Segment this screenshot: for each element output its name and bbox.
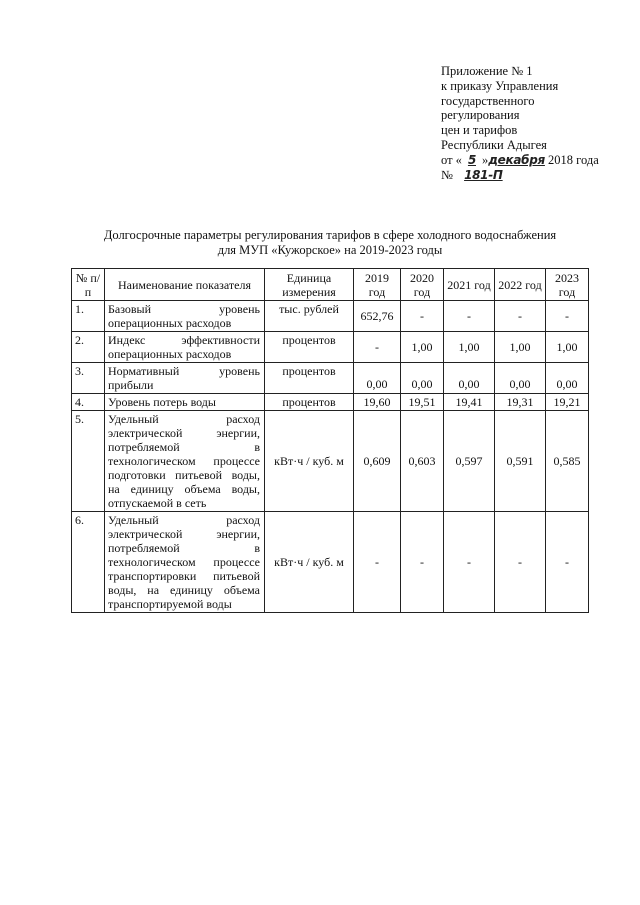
row-value: 0,603 <box>401 411 444 512</box>
row-value: - <box>401 301 444 332</box>
number-prefix: № <box>441 167 453 182</box>
row-name: Уровень потерь воды <box>105 394 265 411</box>
date-day: 5 <box>467 152 476 167</box>
row-value: 19,51 <box>401 394 444 411</box>
row-value: 0,00 <box>401 363 444 394</box>
row-value: - <box>444 301 495 332</box>
header-num: № п/п <box>72 269 105 301</box>
date-month: декабря <box>488 152 545 167</box>
table-row <box>72 363 589 394</box>
row-num: 6. <box>72 512 105 613</box>
row-value: 0,597 <box>444 411 495 512</box>
row-value: 1,00 <box>401 332 444 363</box>
row-value: - <box>546 301 589 332</box>
row-unit: кВт·ч / куб. м <box>265 512 354 613</box>
title-line: для МУП «Кужорское» на 2019-2023 годы <box>217 242 443 257</box>
row-value: 652,76 <box>354 301 401 332</box>
header-2020: 2020 год <box>401 269 444 301</box>
row-name: Индекс эффективности операционных расходов <box>105 332 265 363</box>
row-unit: процентов <box>265 394 354 411</box>
date-mid: » <box>482 152 489 167</box>
row-unit: кВт·ч / куб. м <box>265 411 354 512</box>
appendix-header <box>441 64 631 182</box>
row-value: - <box>546 512 589 613</box>
date-prefix: от « <box>441 152 462 167</box>
appendix-number <box>441 168 631 183</box>
appendix-line: регулирования <box>441 108 520 123</box>
table-row <box>72 411 589 512</box>
appendix-line: государственного <box>441 93 535 108</box>
table-row <box>72 394 589 411</box>
parameters-table <box>71 268 589 613</box>
document-title <box>60 228 600 257</box>
appendix-line: к приказу Управления <box>441 78 559 93</box>
row-unit: процентов <box>265 363 354 394</box>
row-name: Нормативный уровень прибыли <box>105 363 265 394</box>
appendix-line: цен и тарифов <box>441 123 518 138</box>
row-value: 1,00 <box>495 332 546 363</box>
row-value: 19,21 <box>546 394 589 411</box>
row-value: 0,00 <box>495 363 546 394</box>
row-value: 0,585 <box>546 411 589 512</box>
header-unit: Единица измерения <box>265 269 354 301</box>
appendix-date <box>441 153 631 168</box>
appendix-line: Приложение № 1 <box>441 64 533 78</box>
row-name: Удельный расход электрической энергии, потребляемой в технологическом процессе транспортировки питьевой воды, на единицу объема транспортируемой воды <box>105 512 265 613</box>
row-num: 1. <box>72 301 105 332</box>
row-name: Базовый уровень операционных расходов <box>105 301 265 332</box>
table-header-row <box>72 269 589 301</box>
row-value: - <box>401 512 444 613</box>
table-row <box>72 512 589 613</box>
row-unit: процентов <box>265 332 354 363</box>
title-line: Долгосрочные параметры регулирования тарифов в сфере холодного водоснабжения <box>103 228 557 242</box>
table-row <box>72 332 589 363</box>
row-value: 0,00 <box>354 363 401 394</box>
row-value: 1,00 <box>546 332 589 363</box>
row-value: 0,591 <box>495 411 546 512</box>
row-num: 2. <box>72 332 105 363</box>
number-value: 181-П <box>464 167 503 182</box>
row-num: 3. <box>72 363 105 394</box>
row-value: 19,60 <box>354 394 401 411</box>
header-2023: 2023 год <box>546 269 589 301</box>
row-value: 1,00 <box>444 332 495 363</box>
row-value: 19,31 <box>495 394 546 411</box>
row-value: 0,00 <box>546 363 589 394</box>
row-value: - <box>354 512 401 613</box>
row-num: 5. <box>72 411 105 512</box>
row-value: - <box>354 332 401 363</box>
row-value: - <box>495 301 546 332</box>
header-name: Наименование показателя <box>105 269 265 301</box>
header-2022: 2022 год <box>495 269 546 301</box>
row-value: - <box>444 512 495 613</box>
header-2019: 2019 год <box>354 269 401 301</box>
row-value: 0,609 <box>354 411 401 512</box>
row-value: - <box>495 512 546 613</box>
row-num: 4. <box>72 394 105 411</box>
row-value: 0,00 <box>444 363 495 394</box>
row-name: Удельный расход электрической энергии, потребляемой в технологическом процессе подготовки питьевой воды, на единицу объема воды, отпускаемой в сеть <box>105 411 265 512</box>
date-year: 2018 года <box>548 152 599 167</box>
header-2021: 2021 год <box>444 269 495 301</box>
appendix-line: Республики Адыгея <box>441 137 547 152</box>
table-row <box>72 301 589 332</box>
row-value: 19,41 <box>444 394 495 411</box>
row-unit: тыс. рублей <box>265 301 354 332</box>
